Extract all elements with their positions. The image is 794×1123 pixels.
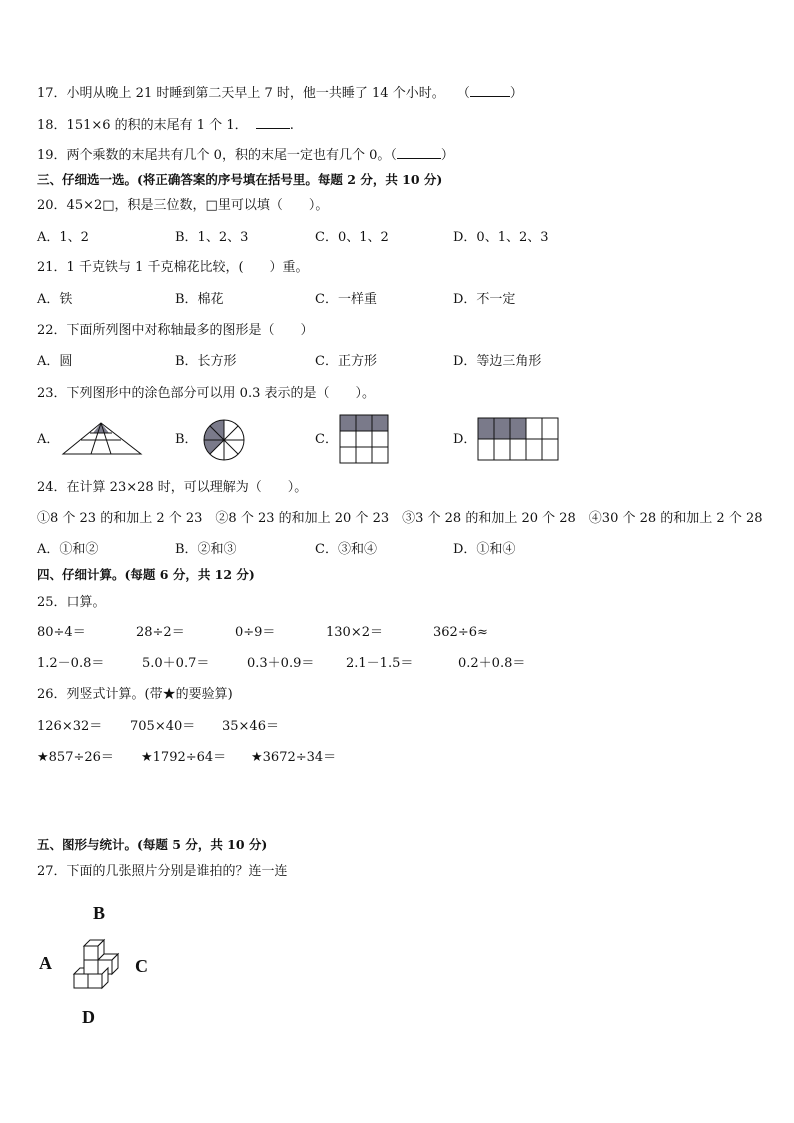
- vertical-calc-item: 705×40＝: [130, 719, 196, 734]
- question-18: [37, 116, 294, 134]
- question-25-stem: 25．口算。: [37, 595, 106, 610]
- option-b[interactable]: B．长方形: [175, 354, 237, 369]
- question-19: [37, 146, 454, 164]
- option-c-label[interactable]: C．: [315, 432, 338, 447]
- question-27-stem: 27．下面的几张照片分别是谁拍的？连一连: [37, 864, 288, 879]
- section-5-heading: 五、图形与统计。(每题 5 分，共 10 分): [37, 837, 268, 852]
- mental-math-item: 5.0＋0.7＝: [142, 656, 210, 671]
- question-24-stem: 24．在计算 23×28 时，可以理解为（ ）。: [37, 480, 308, 495]
- answer-blank[interactable]: [397, 146, 441, 159]
- mental-math-item: 0.3＋0.9＝: [247, 656, 315, 671]
- mental-math-item: 1.2－0.8＝: [37, 656, 105, 671]
- bracket-open: （: [456, 86, 470, 101]
- question-26-stem: 26．列竖式计算。(带★的要验算): [37, 687, 233, 702]
- question-17: [37, 84, 523, 102]
- question-24-choices: ①8 个 23 的和加上 2 个 23 ②8 个 23 的和加上 20 个 23 ③3 个 28 的和加上 20 个 28 ④30 个 28 的和加上 2 个 28: [37, 511, 763, 526]
- question-22-stem: 22．下面所列图中对称轴最多的图形是（ ）: [37, 323, 314, 338]
- option-d[interactable]: D．等边三角形: [453, 354, 542, 369]
- circle-figure[interactable]: [200, 418, 248, 462]
- label-c: C: [135, 956, 148, 976]
- mental-math-item: 28÷2＝: [136, 625, 185, 640]
- vertical-calc-item: ★3672÷34＝: [251, 750, 337, 765]
- label-d: D: [82, 1007, 95, 1027]
- option-c[interactable]: C．正方形: [315, 354, 377, 369]
- option-d[interactable]: D．不一定: [453, 292, 516, 307]
- label-a: A: [39, 953, 52, 973]
- mental-math-item: 130×2＝: [326, 625, 383, 640]
- mental-math-item: 2.1－1.5＝: [346, 656, 414, 671]
- option-c[interactable]: C．③和④: [315, 542, 377, 557]
- option-a[interactable]: A．①和②: [37, 542, 99, 557]
- bracket-close: ）: [509, 86, 523, 101]
- question-18-end: .: [289, 118, 294, 133]
- vertical-calc-item: ★1792÷64＝: [141, 750, 227, 765]
- option-a[interactable]: A．铁: [37, 292, 73, 307]
- question-23-stem: 23．下列图形中的涂色部分可以用 0.3 表示的是（ ）。: [37, 386, 375, 401]
- triangle-figure[interactable]: [61, 420, 143, 456]
- stacked-cubes-figure: [70, 938, 122, 992]
- label-b: B: [93, 903, 106, 923]
- vertical-calc-item: 35×46＝: [222, 719, 279, 734]
- vertical-calc-item: ★857÷26＝: [37, 750, 114, 765]
- mental-math-item: 362÷6≈: [433, 625, 488, 640]
- option-a[interactable]: A．1、2: [37, 230, 89, 245]
- option-b[interactable]: B．棉花: [175, 292, 224, 307]
- section-4-heading: 四、仔细计算。(每题 6 分，共 12 分): [37, 567, 255, 582]
- option-b-label[interactable]: B．: [175, 432, 198, 447]
- section-3-heading: 三、仔细选一选。(将正确答案的序号填在括号里。每题 2 分，共 10 分): [37, 172, 443, 187]
- option-d-label[interactable]: D．: [453, 432, 477, 447]
- question-19-end: ）: [440, 148, 454, 163]
- mental-math-item: 0.2＋0.8＝: [458, 656, 526, 671]
- grid-5x2-figure[interactable]: [477, 417, 561, 463]
- answer-blank[interactable]: [256, 116, 290, 129]
- option-c[interactable]: C．0、1、2: [315, 230, 389, 245]
- mental-math-item: 0÷9＝: [235, 625, 276, 640]
- option-b[interactable]: B．②和③: [175, 542, 237, 557]
- option-a[interactable]: A．圆: [37, 354, 73, 369]
- option-b[interactable]: B．1、2、3: [175, 230, 249, 245]
- question-19-text: 19．两个乘数的末尾共有几个 0，积的末尾一定也有几个 0。（: [37, 148, 397, 163]
- grid-3x3-figure[interactable]: [339, 414, 391, 466]
- question-18-text: 18．151×6 的积的末尾有 1 个 1．: [37, 118, 248, 133]
- question-17-text: 17．小明从晚上 21 时睡到第二天早上 7 时，他一共睡了 14 个小时。: [37, 86, 445, 101]
- option-d[interactable]: D．0、1、2、3: [453, 230, 549, 245]
- vertical-calc-item: 126×32＝: [37, 719, 103, 734]
- option-a-label[interactable]: A．: [37, 432, 60, 447]
- question-20-stem: 20．45×2□，积是三位数，□里可以填（ ）。: [37, 198, 329, 213]
- answer-blank[interactable]: [470, 84, 510, 97]
- question-21-stem: 21．1 千克铁与 1 千克棉花比较，( ）重。: [37, 260, 309, 275]
- option-c[interactable]: C．一样重: [315, 292, 377, 307]
- mental-math-item: 80÷4＝: [37, 625, 86, 640]
- option-d[interactable]: D．①和④: [453, 542, 516, 557]
